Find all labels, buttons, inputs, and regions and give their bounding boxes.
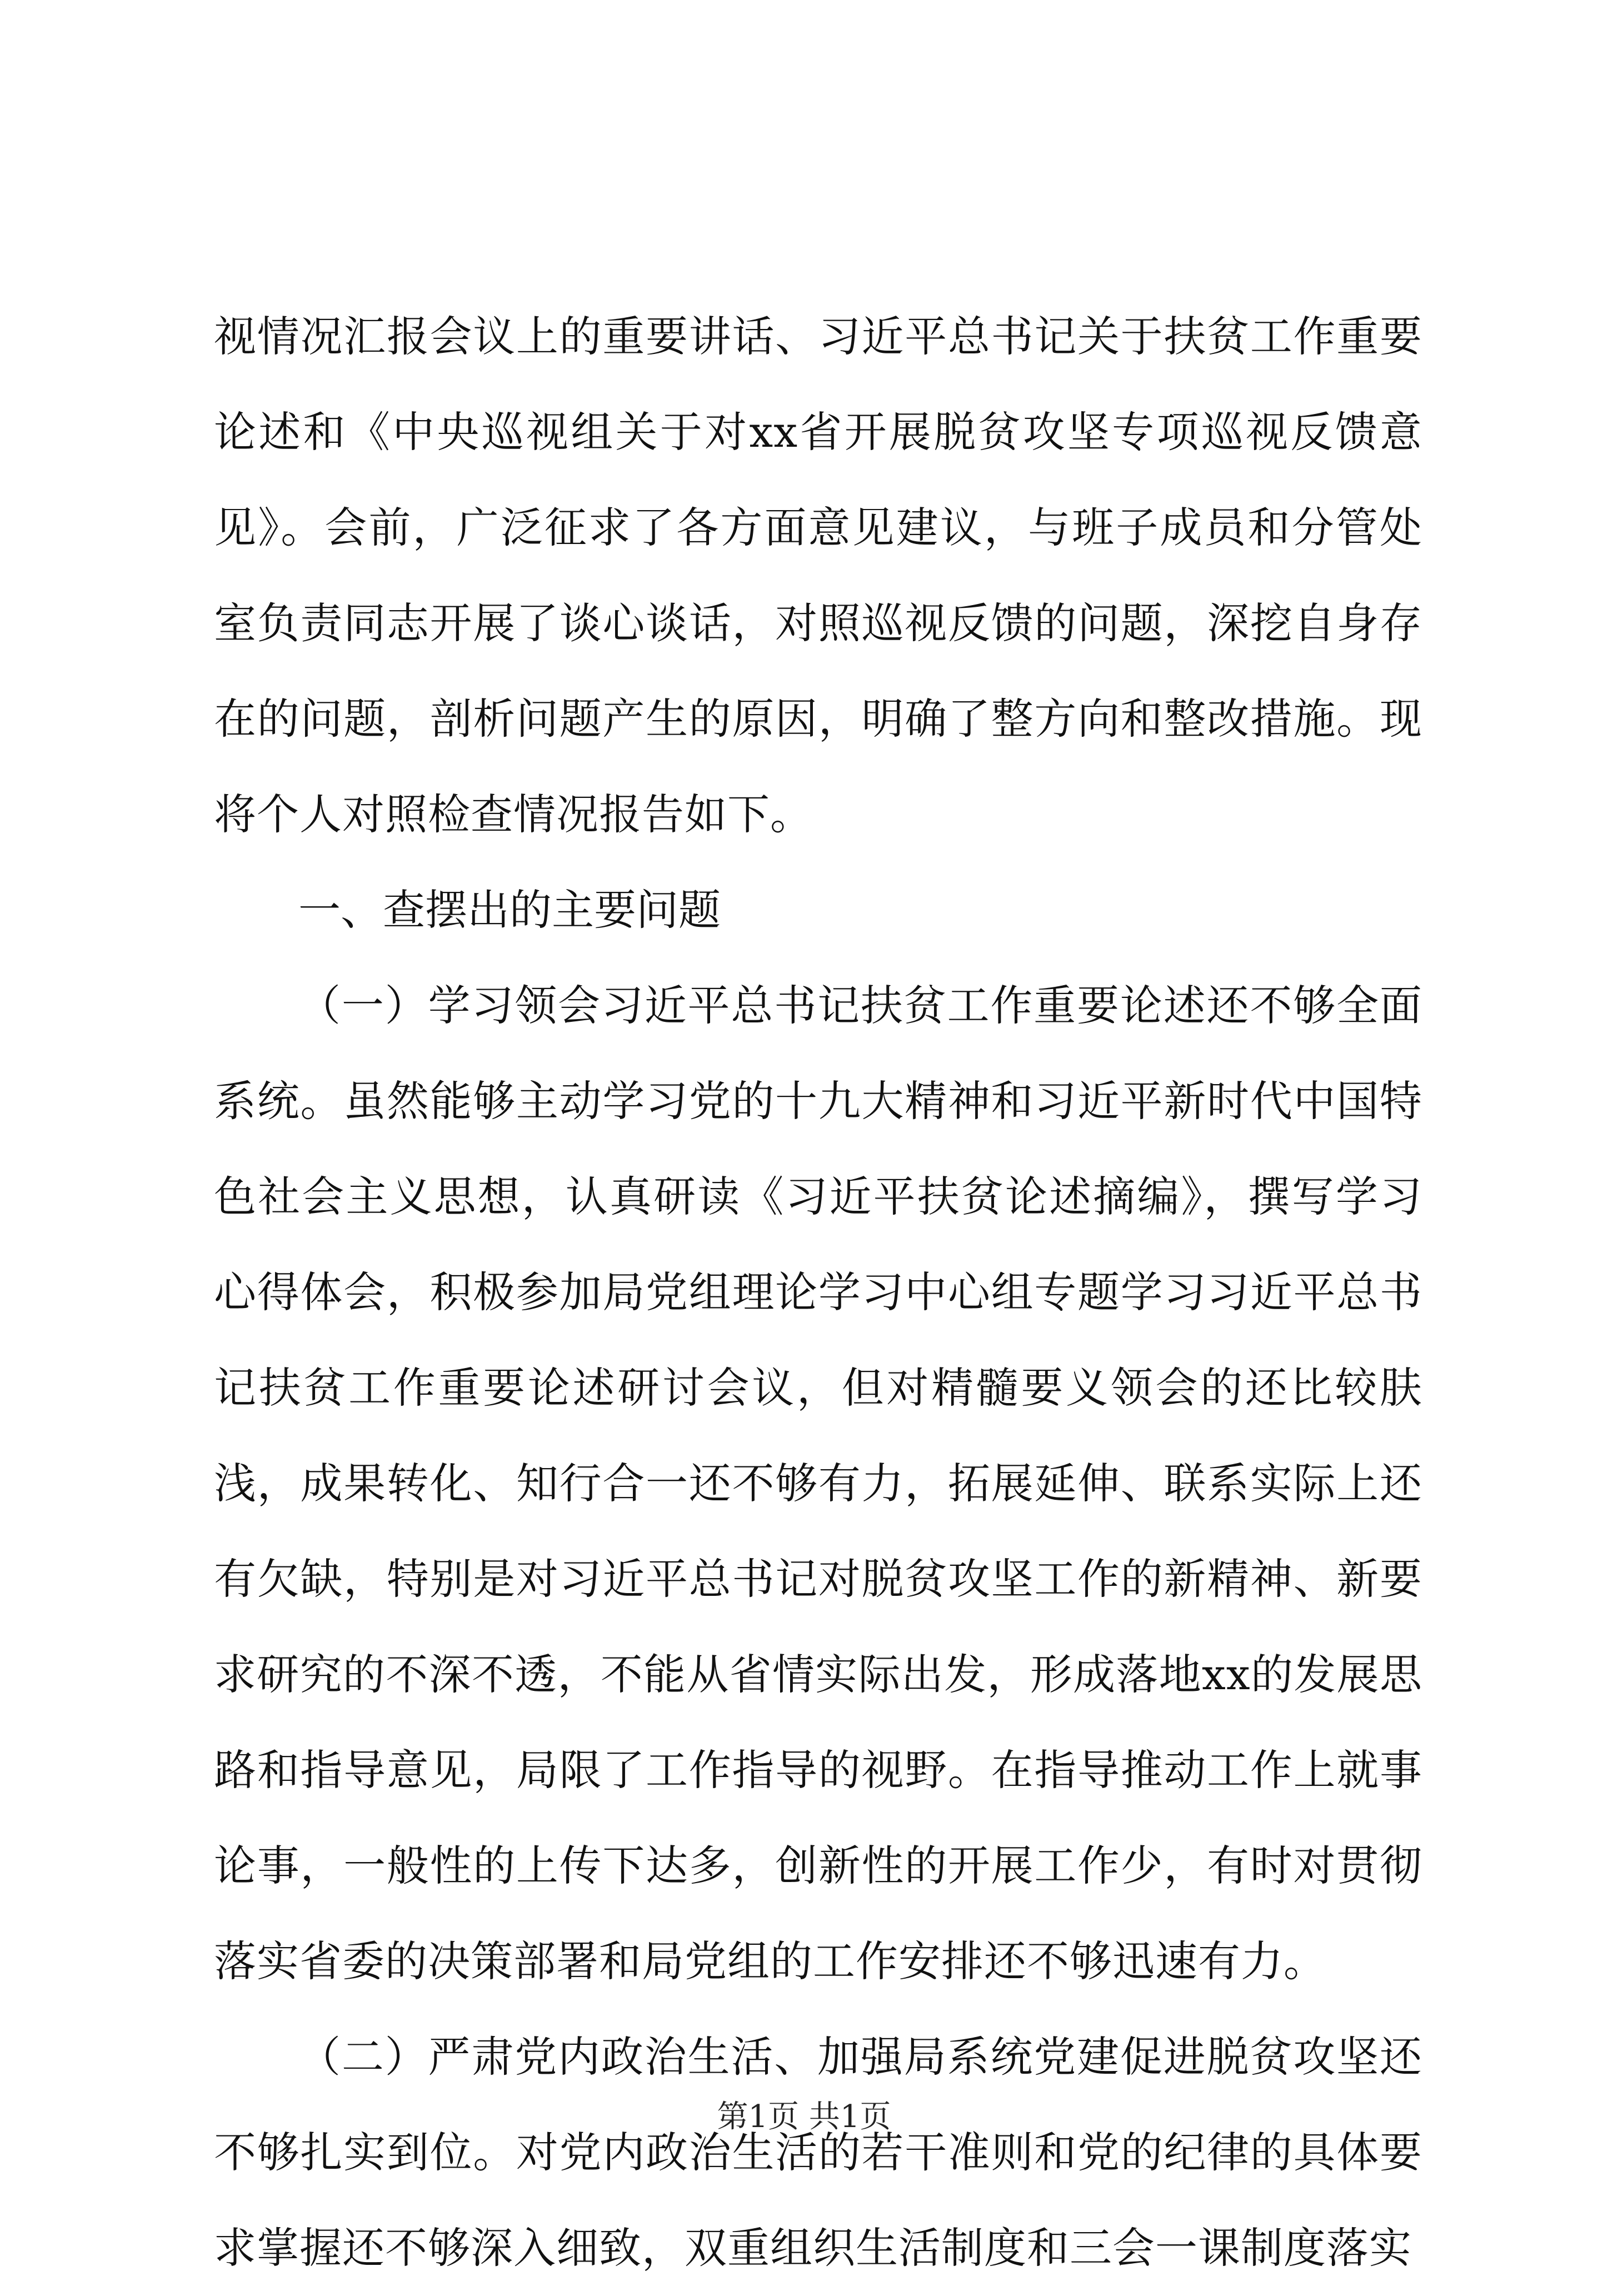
intro-paragraph: 视情况汇报会议上的重要讲话、习近平总书记关于扶贫工作重要论述和《中央巡视组关于对xx省开展脱贫攻坚专项巡视反馈意见》。会前，广泛征求了各方面意见建议，与班子成员和分管处室负责同志开展了谈心谈话，对照巡视反馈的问题，深挖自身存在的问题，剖析问题产生的原因，明确了整方向和整改措施。现将个人对照检查情况报告如下。 <box>214 312 1422 839</box>
section-heading: 一、查摆出的主要问题 <box>298 885 721 935</box>
page-footer: 第1页 共1页 <box>717 2099 891 2135</box>
paragraph-problem-1: （一）学习领会习近平总书记扶贫工作重要论述还不够全面系统。虽然能够主动学习党的十九大精神和习近平新时代中国特色社会主义思想，认真研读《习近平扶贫论述摘编》，撰写学习心得体会，积极参加局党组理论学习中心组专题学习习近平总书记扶贫工作重要论述研讨会议，但对精髓要义领会的还比较肤浅，成果转化、知行合一还不够有力，拓展延伸、联系实际上还有欠缺，特别是对习近平总书记对脱贫攻坚工作的新精神、新要求研究的不深不透，不能从省情实际出发，形成落地xx的发展思路和指导意见，局限了工作指导的视野。在指导推动工作上就事论事，一般性的上传下达多，创新性的开展工作少，有时对贯彻落实省委的决策部署和局党组的工作安排还不够迅速有力。 <box>214 981 1422 1986</box>
paragraph-problem-2: （二）严肃党内政治生活、加强局系统党建促进脱贫攻坚还不够扎实到位。对党内政治生活的若干准则和党的纪律的具体要求掌握还不够深入细致，双重组织生活制度和三会一课制度落实 <box>214 2032 1422 2273</box>
document-body <box>214 289 1422 2296</box>
